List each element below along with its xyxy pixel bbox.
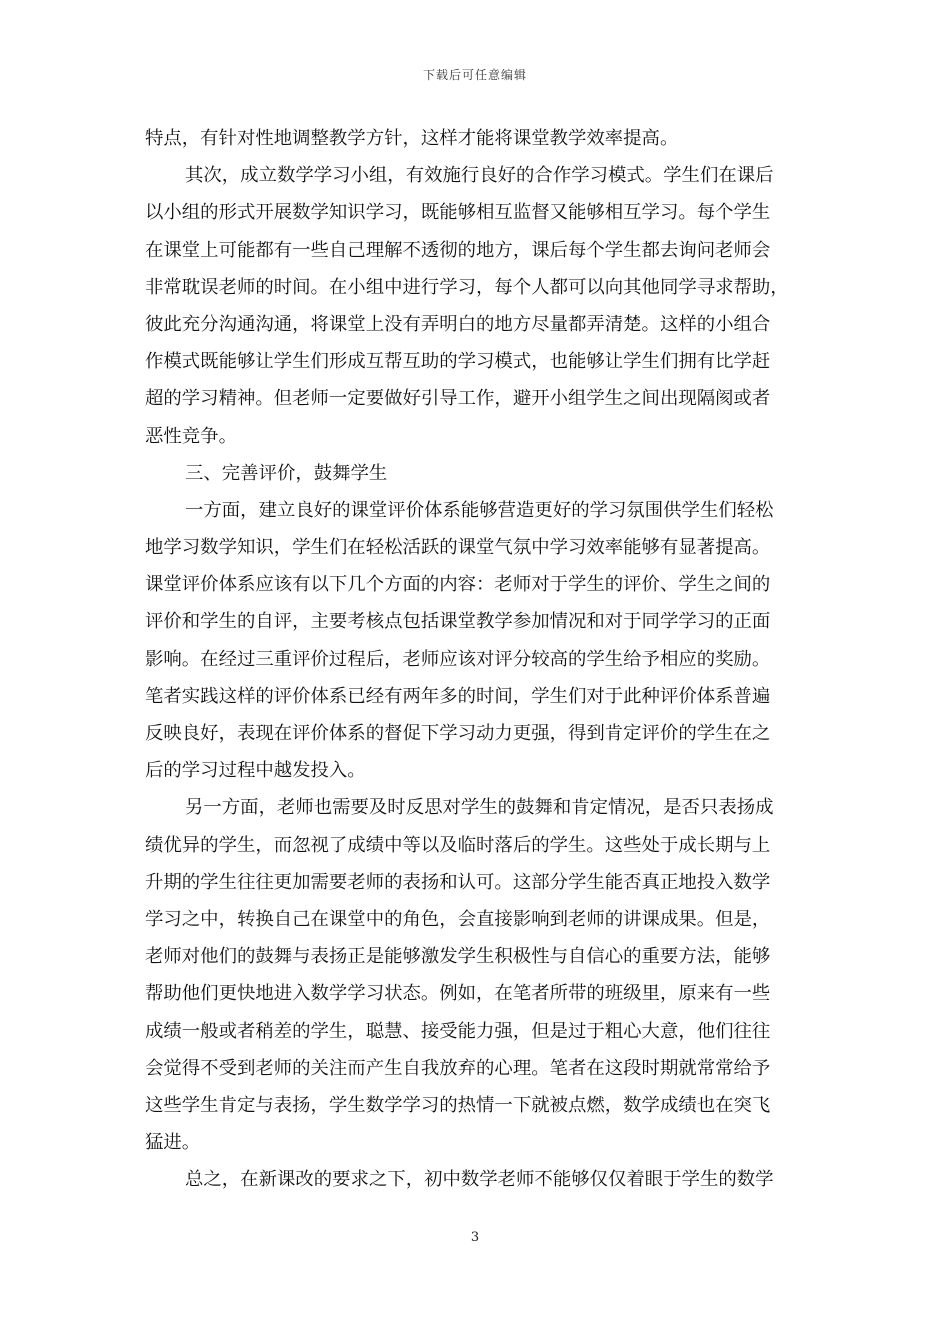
text-line: 以小组的形式开展数学知识学习，既能够相互监督又能够相互学习。每个学生 — [145, 202, 771, 224]
text-line: 三、完善评价，鼓舞学生 — [185, 462, 388, 484]
text-line: 会觉得不受到老师的关注而产生自我放弃的心理。笔者在这段时期就常常给予 — [145, 1057, 771, 1079]
text-line: 超的学习精神。但老师一定要做好引导工作，避开小组学生之间出现隔阂或者 — [145, 388, 771, 410]
text-line: 课堂评价体系应该有以下几个方面的内容：老师对于学生的评价、学生之间的 — [145, 574, 771, 596]
text-line: 恶性竞争。 — [145, 425, 237, 447]
text-line: 地学习数学知识，学生们在轻松活跃的课堂气氛中学习效率能够有显著提高。 — [145, 537, 771, 559]
page-header: 下载后可任意编辑 — [422, 68, 527, 82]
text-line: 笔者实践这样的评价体系已经有两年多的时间，学生们对于此种评价体系普遍 — [145, 685, 771, 707]
page-number: 3 — [470, 1230, 480, 1245]
text-line: 升期的学生往往更加需要老师的表扬和认可。这部分学生能否真正地投入数学 — [145, 871, 771, 893]
text-line: 其次，成立数学学习小组，有效施行良好的合作学习模式。学生们在课后 — [185, 165, 774, 187]
text-line: 非常耽误老师的时间。在小组中进行学习，每个人都可以向其他同学寻求帮助， — [145, 276, 789, 298]
text-line: 特点，有针对性地调整教学方针，这样才能将课堂教学效率提高。 — [145, 128, 679, 149]
text-line: 另一方面，老师也需要及时反思对学生的鼓舞和肯定情况，是否只表扬成 — [185, 797, 774, 819]
text-line: 一方面，建立良好的课堂评价体系能够营造更好的学习氛围供学生们轻松 — [185, 499, 774, 521]
text-line: 成绩一般或者稍差的学生，聪慧、接受能力强，但是过于粗心大意，他们往往 — [145, 1020, 771, 1042]
text-line: 帮助他们更快地进入数学学习状态。例如，在笔者所带的班级里，原来有一些 — [145, 983, 771, 1005]
text-line: 猛进。 — [145, 1132, 201, 1154]
text-line: 反映良好，表现在评价体系的督促下学习动力更强，得到肯定评价的学生在之 — [145, 723, 771, 744]
text-line: 后的学习过程中越发投入。 — [145, 760, 366, 782]
text-line: 作模式既能够让学生们形成互帮互助的学习模式，也能够让学生们拥有比学赶 — [145, 351, 771, 373]
text-line: 影响。在经过三重评价过程后，老师应该对评分较高的学生给予相应的奖励。 — [145, 648, 771, 670]
text-line: 老师对他们的鼓舞与表扬正是能够激发学生积极性与自信心的重要方法，能够 — [145, 946, 771, 968]
text-line: 彼此充分沟通沟通，将课堂上没有弄明白的地方尽量都弄清楚。这样的小组合 — [145, 313, 771, 335]
text-line: 绩优异的学生，而忽视了成绩中等以及临时落后的学生。这些处于成长期与上 — [145, 834, 771, 856]
document-body — [145, 120, 805, 1198]
text-line: 总之，在新课改的要求之下，初中数学老师不能够仅仅着眼于学生的数学 — [185, 1169, 774, 1191]
text-line: 这些学生肯定与表扬，学生数学学习的热情一下就被点燃，数学成绩也在突飞 — [145, 1094, 771, 1116]
text-line: 学习之中，转换自己在课堂中的角色，会直接影响到老师的讲课成果。但是， — [145, 908, 771, 930]
text-line: 评价和学生的自评，主要考核点包括课堂教学参加情况和对于同学学习的正面 — [145, 611, 771, 633]
text-line: 在课堂上可能都有一些自己理解不透彻的地方，课后每个学生都去询问老师会 — [145, 239, 771, 261]
